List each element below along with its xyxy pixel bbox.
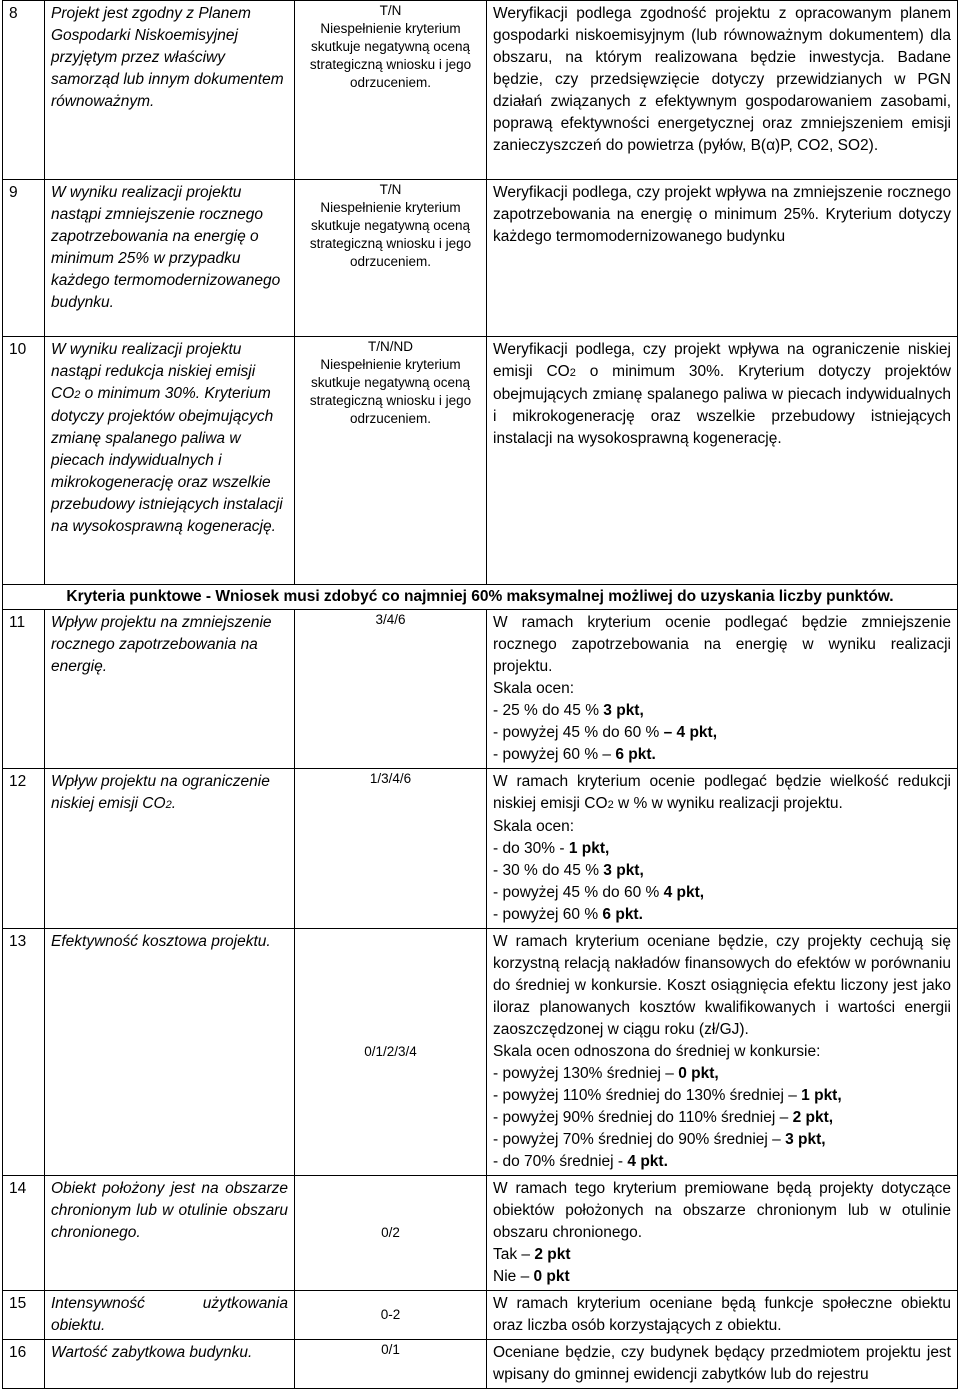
- scale-item: - powyżej 60 % – 6 pkt.: [493, 746, 656, 763]
- criterion-part: o minimum 30%. Kryterium dotyczy projektów obejmujących zmianę spalanego paliwa w piecach indywidualnych i mikrokogenerację oraz wszelkie przebudowy istniejących instalacji na wysokosprawną kogenerację.: [51, 385, 283, 535]
- scoring-code: T/N/ND: [368, 339, 413, 354]
- description-text: W ramach kryterium oceniane będzie, czy projekty cechują się korzystną relacją nakładów finansowych do efektów w porównaniu do średniej w konkursie. Koszt osiągnięcia efektu liczony jest jako iloraz planowanych kosztów kwalifikowanych i wartości energii zaoszczędzonej w ciągu roku (zł/GJ).: [493, 933, 951, 1038]
- row-number: 13: [3, 929, 45, 1176]
- description-text: Oceniane będzie, czy budynek będący przedmiotem projektu jest wpisany do gminnej ewidencji zabytków lub do rejestru: [487, 1340, 958, 1389]
- subscript: 2: [607, 799, 614, 811]
- criterion-text: W wyniku realizacji projektu nastąpi zmniejszenie rocznego zapotrzebowania na energię o minimum 25% w przypadku każdego termomodernizowanego budynku.: [45, 180, 295, 337]
- subscript: 2: [165, 799, 172, 811]
- scale-item: - powyżej 90% średniej do 110% średniej – 2 pkt,: [493, 1109, 834, 1126]
- scale-item: - powyżej 45 % do 60 % – 4 pkt,: [493, 724, 718, 741]
- table-row: [3, 769, 958, 929]
- points-value: 0/1: [295, 1340, 487, 1389]
- table-row: [3, 929, 958, 1176]
- subscript: 2: [74, 389, 81, 401]
- scale-item: - powyżej 70% średniej do 90% średniej – 3 pkt,: [493, 1131, 826, 1148]
- scoring-cell: [295, 180, 487, 337]
- scoring-cell: [295, 1, 487, 180]
- row-number: 15: [3, 1291, 45, 1340]
- scoring-note: Niespełnienie kryterium skutkuje negatywną oceną strategiczną wniosku i jego odrzuceniem.: [309, 357, 472, 426]
- scoring-cell: [295, 337, 487, 585]
- points-value: 0/1/2/3/4: [295, 929, 487, 1176]
- criterion-text: Obiekt położony jest na obszarze chronionym lub w otulinie obszaru chronionego.: [45, 1176, 295, 1291]
- description-text: [487, 337, 958, 585]
- criterion-text: Projekt jest zgodny z Planem Gospodarki Niskoemisyjnej przyjętym przez właściwy samorząd lub innym dokumentem równoważnym.: [45, 1, 295, 180]
- description-cell: [487, 610, 958, 769]
- no-option: Nie – 0 pkt: [493, 1268, 570, 1285]
- description-cell: [487, 1176, 958, 1291]
- scale-label: Skala ocen:: [493, 680, 574, 697]
- description-text: W ramach kryterium oceniane będą funkcje społeczne obiektu oraz liczba osób korzystających z obiektu.: [487, 1291, 958, 1340]
- description-text: W ramach kryterium ocenie podlegać będzie wielkość redukcji niskiej emisji CO2 w % w wyniku realizacji projektu.: [493, 773, 951, 812]
- section-header-row: [3, 585, 958, 610]
- description-text: Weryfikacji podlega, czy projekt wpływa na zmniejszenie rocznego zapotrzebowania na energię o minimum 25%. Kryterium dotyczy każdego termomodernizowanego budynku: [487, 180, 958, 337]
- scoring-code: T/N: [379, 3, 402, 18]
- scale-item: - powyżej 110% średniej do 130% średniej – 1 pkt,: [493, 1087, 842, 1104]
- points-value: 1/3/4/6: [295, 769, 487, 929]
- description-part: Weryfikacji podlega, czy projekt wpływa na ograniczenie niskiej emisji CO: [493, 341, 951, 380]
- table-row: [3, 1291, 958, 1340]
- description-text: Weryfikacji podlega zgodność projektu z opracowanym planem gospodarki niskoemisyjnym (lub równoważnym dokumentem) dla obszaru, na którym realizowana będzie inwestycja. Badane będzie, czy przedsięwzięcie dotyczy przewidzianych w PGN działań związanych z efektywnym gospodarowaniem zasobami, poprawą efektywności energetycznej oraz zmniejszeniem emisji zanieczyszczeń do powietrza (pyłów, B(α)P, CO2, SO2).: [487, 1, 958, 180]
- criterion-text: Intensywność użytkowania obiektu.: [45, 1291, 295, 1340]
- table-row: [3, 337, 958, 585]
- description-cell: [487, 769, 958, 929]
- row-number: 9: [3, 180, 45, 337]
- row-number: 14: [3, 1176, 45, 1291]
- scale-item: - 30 % do 45 % 3 pkt,: [493, 862, 644, 879]
- description-part: o minimum 30%. Kryterium dotyczy projektów obejmujących zmianę spalanego paliwa w piecach indywidualnych i mikrokogenerację oraz wszelkie przebudowy istniejących instalacji na wysokosprawną kogenerację.: [493, 363, 951, 447]
- scale-item: - 25 % do 45 % 3 pkt,: [493, 702, 644, 719]
- scale-item: - powyżej 130% średniej – 0 pkt,: [493, 1065, 719, 1082]
- criterion-text: Wartość zabytkowa budynku.: [45, 1340, 295, 1389]
- scale-label: Skala ocen odnoszona do średniej w konkursie:: [493, 1043, 821, 1060]
- criterion-part: W wyniku realizacji projektu nastąpi redukcja niskiej emisji CO: [51, 341, 256, 402]
- table-row: [3, 180, 958, 337]
- row-number: 8: [3, 1, 45, 180]
- scale-item: - powyżej 60 % 6 pkt.: [493, 906, 643, 923]
- points-value: 0-2: [295, 1291, 487, 1340]
- scale-item: - powyżej 45 % do 60 % 4 pkt,: [493, 884, 705, 901]
- table-row: [3, 610, 958, 769]
- row-number: 11: [3, 610, 45, 769]
- row-number: 16: [3, 1340, 45, 1389]
- points-value: 3/4/6: [295, 610, 487, 769]
- scale-item: - do 30% - 1 pkt,: [493, 840, 610, 857]
- criterion-text: [45, 337, 295, 585]
- section-header: Kryteria punktowe - Wniosek musi zdobyć co najmniej 60% maksymalnej możliwej do uzyskania liczby punktów.: [3, 585, 958, 610]
- scoring-note: Niespełnienie kryterium skutkuje negatywną oceną strategiczną wniosku i jego odrzuceniem.: [309, 21, 472, 90]
- subscript: 2: [569, 367, 576, 379]
- description-cell: [487, 929, 958, 1176]
- row-number: 12: [3, 769, 45, 929]
- yes-option: Tak – 2 pkt: [493, 1246, 571, 1263]
- criterion-text: Wpływ projektu na zmniejszenie rocznego zapotrzebowania na energię.: [45, 610, 295, 769]
- points-value: 0/2: [295, 1176, 487, 1291]
- description-text: W ramach kryterium ocenie podlegać będzie zmniejszenie rocznego zapotrzebowania na energię w wyniku realizacji projektu.: [493, 614, 951, 675]
- table-row: [3, 1176, 958, 1291]
- criteria-table: [2, 0, 958, 1389]
- table-row: [3, 1, 958, 180]
- scoring-code: T/N: [379, 182, 402, 197]
- description-text: W ramach tego kryterium premiowane będą projekty dotyczące obiektów położonych na obszarze chronionym lub w otulinie obszaru chronionego.: [493, 1180, 951, 1241]
- row-number: 10: [3, 337, 45, 585]
- scale-item: - do 70% średniej - 4 pkt.: [493, 1153, 668, 1170]
- criterion-text: Efektywność kosztowa projektu.: [45, 929, 295, 1176]
- table-row: [3, 1340, 958, 1389]
- scale-label: Skala ocen:: [493, 818, 574, 835]
- criterion-text: Wpływ projektu na ograniczenie niskiej emisji CO2.: [45, 769, 295, 929]
- scoring-note: Niespełnienie kryterium skutkuje negatywną oceną strategiczną wniosku i jego odrzuceniem.: [309, 200, 472, 269]
